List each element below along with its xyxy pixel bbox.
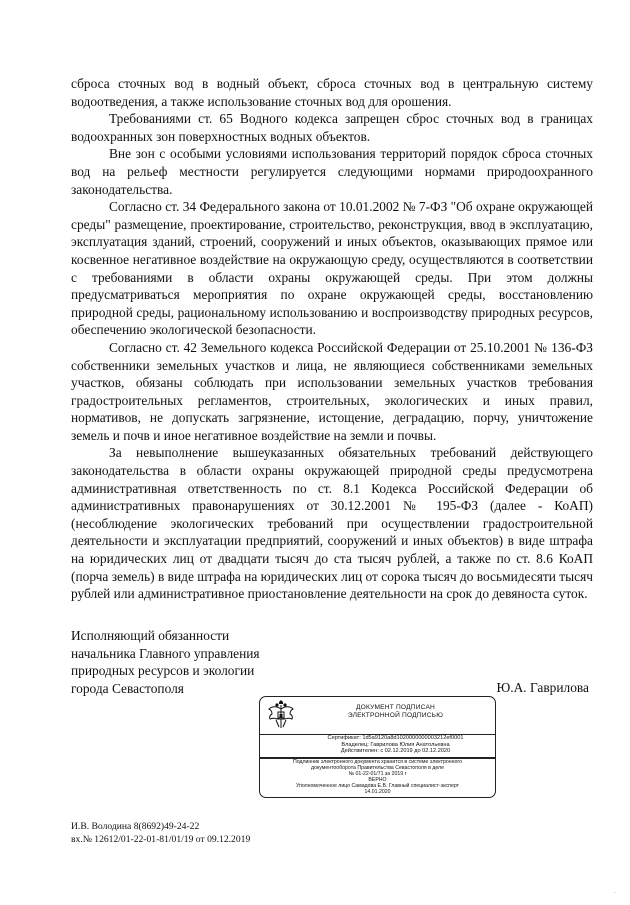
certificate-validity: Действителен: с 02.12.2019 до 02.12.2020 bbox=[340, 748, 451, 755]
paragraph: Согласно ст. 34 Федерального закона от 10.01.2002 № 7-ФЗ "Об охране окружающей среды" размещение, проектирование, строительство, реконструкция, ввод в эксплуатацию, эксплуатация зданий, строений, сооружений и иных объектов, оказывающих прямое или косвенное негативное воздействие на окружающую среду, осуществляются в соответствии с требованиями в области охраны окружающей среды. При этом должны предусматриваться мероприятия по охране окружающей среды, восстановлению природной среды, рациональному использованию и воспроизводству природных ресурсов, обеспечению экологической безопасности. bbox=[71, 199, 593, 338]
signatory-title-line: начальника Главного управления bbox=[71, 645, 260, 661]
certificate-owner: Владелец: Гаврилова Юлия Анатольевна bbox=[341, 741, 450, 748]
stamp-title-line: ДОКУМЕНТ ПОДПИСАН bbox=[355, 704, 436, 711]
signatory-title-line: Исполняющий обязанности bbox=[71, 628, 230, 643]
signatory-title-line: природных ресурсов и экологии bbox=[71, 663, 255, 679]
stamp-header bbox=[260, 697, 495, 735]
paragraph: Согласно ст. 42 Земельного кодекса Российской Федерации от 25.10.2001 № 136-ФЗ собственники земельных участков и лица, не являющиеся собственниками земельных участков, обязаны соблюдать при использовании земельных участков требования градостроительных регламентов, строительных, экологических и иных правил, нормативов, не допускать загрязнение, истощение, деградацию, порчу, уничтожение земель и почв и иное негативное воздействие на земли и почвы. bbox=[71, 339, 593, 443]
paragraph: Требованиями ст. 65 Водного кодекса запрещен сброс сточных вод в границах водоохранных зон поверхностных водных объектов. bbox=[71, 111, 593, 144]
paragraph: За невыполнение вышеуказанных обязательных требований действующего законодательства в области охраны окружающей природной среды предусмотрена административная ответственность по ст. 8.1 Кодекса Российской Федерации об административных правонарушениях от 30.12.2001 № 195-ФЗ (далее - КоАП) (несоблюдение экологических требований при осуществлении градостроительной деятельности и эксплуатации предприятий, сооружений и иных объектов) в виде штрафа на юридических лиц от двадцати тысяч до ста тысяч рублей, а также по ст. 8.6 КоАП (порча земель) в виде штрафа на юридических лиц от сорока тысяч до восьмидесяти тысяч рублей или административное приостановление деятельности на срок до девяноста суток. bbox=[71, 445, 593, 602]
scan-mark: · bbox=[613, 889, 616, 897]
incoming-number: вх.№ 12612/01-22-01-81/01/19 от 09.12.2019 bbox=[71, 834, 251, 845]
signatory-name: Ю.А. Гаврилова bbox=[496, 680, 589, 695]
stamp-date: 14.01.2020 bbox=[364, 788, 391, 795]
stamp-title bbox=[300, 704, 491, 721]
certificate-number: Сертификат: 1d5a9120a8d1020000000003212ef0001 bbox=[327, 735, 464, 741]
coat-of-arms-icon bbox=[266, 700, 296, 732]
stamp-certificate-info bbox=[300, 735, 491, 757]
stamp-note-line: документооборота Правительства Севастополя в деле bbox=[311, 764, 444, 771]
document-body bbox=[71, 75, 593, 603]
signature-block bbox=[71, 627, 593, 697]
paragraph: сброса сточных вод в водный объект, сброса сточных вод в центральную систему водоотведения, а также использование сточных вод для орошения. bbox=[71, 76, 593, 109]
executor-contact: И.В. Володина 8(8692)49-24-22 bbox=[71, 821, 200, 832]
stamp-verification bbox=[263, 760, 492, 795]
stamp-title-line: ЭЛЕКТРОННОЙ ПОДПИСЬЮ bbox=[347, 712, 444, 720]
stamp-note-line: Подлинник электронного документа хранится в системе электронного bbox=[292, 759, 463, 765]
stamp-authorized-person: Уполномоченное лицо Самадова Е.В. Главный специалист-эксперт bbox=[296, 782, 459, 789]
electronic-signature-stamp bbox=[259, 696, 496, 798]
stamp-note-line: № 01-22-01/71 за 2019 г bbox=[348, 770, 407, 777]
stamp-verified: ВЕРНО bbox=[368, 776, 387, 783]
signatory-title-line: города Севастополя bbox=[71, 680, 184, 696]
paragraph: Вне зон с особыми условиями использования территорий порядок сброса сточных вод на рельеф местности регулируется следующими нормами природоохранного законодательства. bbox=[71, 146, 593, 197]
document-footer bbox=[71, 820, 250, 846]
